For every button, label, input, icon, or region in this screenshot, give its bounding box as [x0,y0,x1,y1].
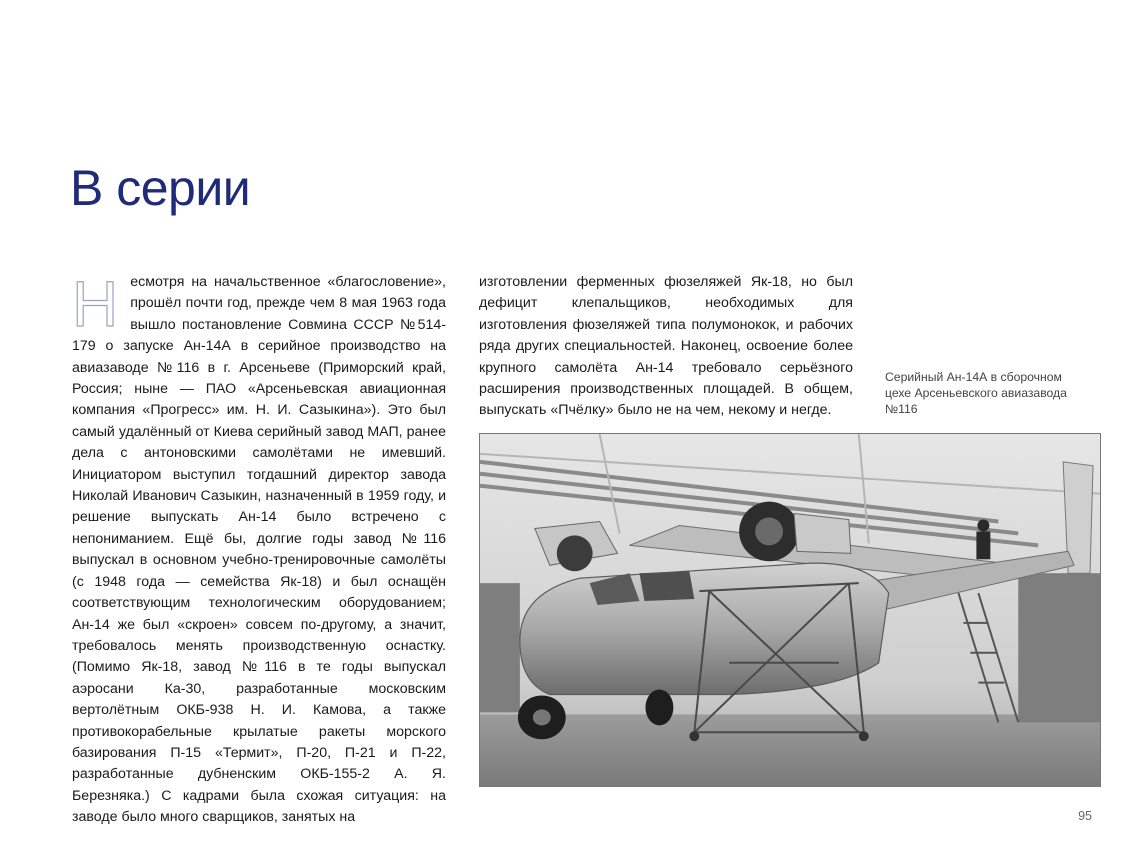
drop-cap: Н [72,268,119,340]
right-text-column [479,272,853,422]
photo-caption: Серийный Ан-14А в сборочном цехе Арсеньевского авиазавода №116 [885,370,1067,416]
aircraft-photo [479,433,1101,787]
left-text-column [72,268,446,829]
left-column-text: есмотря на начальственное «благословение», прошёл почти год, прежде чем 8 мая 1963 года вышло постановление Совмина СССР №514-179 о запуске Ан-14А в серийное производство на авиазаводе №116 в г. Арсеньеве (Приморский край, Россия; ныне — ПАО «Арсеньевская авиационная компания «Прогресс» им. Н. И. Сазыкина»). Это был самый удалённый от Киева серийный завод МАП, ранее дела с антоновскими самолётами не имевший. Инициатором выступил тогдашний директор завода Николай Иванович Сазыкин, назначенный в 1959 году, и решение выпускать Ан-14 было встречено с непониманием. Ещё бы, долгие годы завод №116 выпускал в основном учебно-тренировочные самолёты (с 1948 года — семейства Як-18) и был оснащён соответствующим технологическим оборудованием; Ан-14 же был «скроен» совсем по-другому, а значит, требовалось менять производственную оснастку. (Помимо Як-18, завод №116 в те годы выпускал аэросани Ка-30, разработанные московским вертолётным ОКБ-938 Н. И. Камова, а также противокорабельные крылатые ракеты морского базирования П-15 «Термит», П-20, П-21 и П-22, разработанные дубненским ОКБ-155-2 А. Я. Березняка.) С кадрами была схожая ситуация: на заводе было много сварщиков, занятых на [72,274,446,826]
aircraft-photo-illustration [480,434,1100,786]
right-column-text: изготовлении ферменных фюзеляжей Як-18, но был дефицит клепальщиков, необходимых для изготовления фюзеляжей типа полумонокок, и рабочих ряда других специальностей. Наконец, освоение более крупного самолёта Ан-14 требовало серьёзного расширения производственных площадей. В общем, выпускать «Пчёлку» было не на чем, некому и негде. [479,274,853,419]
page-number: 95 [1078,809,1092,823]
page-title: В серии [70,160,251,216]
